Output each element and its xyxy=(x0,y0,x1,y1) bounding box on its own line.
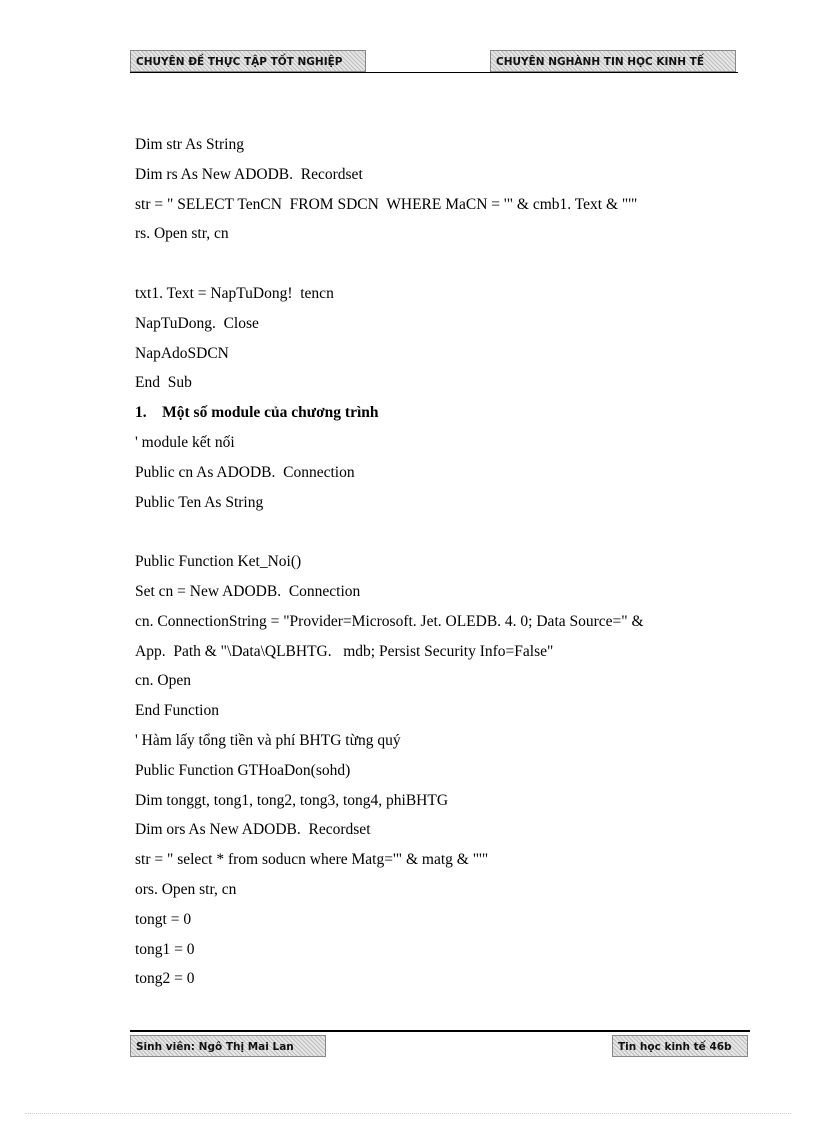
code-line: tong2 = 0 xyxy=(135,970,195,988)
code-line: ors. Open str, cn xyxy=(135,880,237,898)
code-line: ' Hàm lấy tổng tiền và phí BHTG từng quý xyxy=(135,731,401,749)
code-line: Dim str As String xyxy=(135,136,244,153)
page-bottom-divider xyxy=(25,1113,791,1114)
code-line: rs. Open str, cn xyxy=(135,225,229,243)
code-line: End Sub xyxy=(135,374,192,392)
code-line: End Function xyxy=(135,702,219,720)
code-line: txt1. Text = NapTuDong! tencn xyxy=(135,284,334,302)
header-left-label: CHUYÊN ĐỀ THỰC TẬP TỐT NGHIỆP xyxy=(130,50,366,72)
code-line: cn. ConnectionString = "Provider=Microsoft. Jet. OLEDB. 4. 0; Data Source=" & xyxy=(135,612,644,630)
code-line: Dim tonggt, tong1, tong2, tong3, tong4, phiBHTG xyxy=(135,791,449,809)
code-line: Public Ten As String xyxy=(135,493,264,511)
header-rule xyxy=(130,72,738,73)
code-line: Public cn As ADODB. Connection xyxy=(135,463,355,481)
code-line: Set cn = New ADODB. Connection xyxy=(135,582,361,600)
code-line: cn. Open xyxy=(135,672,191,690)
code-line: str = " select * from soducn where Matg='" & matg & "'" xyxy=(135,851,489,869)
code-line: Public Function Ket_Noi() xyxy=(135,553,302,571)
code-line: Public Function GTHoaDon(sohd) xyxy=(135,761,351,779)
section-heading: 1. Một số module của chương trình xyxy=(135,404,379,422)
code-line: NapTuDong. Close xyxy=(135,314,259,332)
code-line: Dim rs As New ADODB. Recordset xyxy=(135,165,363,183)
code-line xyxy=(135,249,735,279)
code-line: str = " SELECT TenCN FROM SDCN WHERE MaCN = '" & cmb1. Text & "'" xyxy=(135,195,638,213)
code-line: App. Path & "\Data\QLBHTG. mdb; Persist Security Info=False" xyxy=(135,642,554,660)
footer-right-label: Tin học kinh tế 46b xyxy=(612,1035,748,1057)
code-line: Dim ors As New ADODB. Recordset xyxy=(135,821,371,839)
header-right-label: CHUYÊN NGHÀNH TIN HỌC KINH TẾ xyxy=(490,50,736,72)
footer-left-label: Sinh viên: Ngô Thị Mai Lan xyxy=(130,1035,326,1057)
code-line: ' module kết nối xyxy=(135,433,235,451)
code-line: tongt = 0 xyxy=(135,910,192,928)
code-line: NapAdoSDCN xyxy=(135,344,229,362)
code-line xyxy=(135,517,735,547)
document-body xyxy=(135,130,735,994)
footer-rule xyxy=(130,1030,750,1032)
code-line: tong1 = 0 xyxy=(135,940,195,958)
